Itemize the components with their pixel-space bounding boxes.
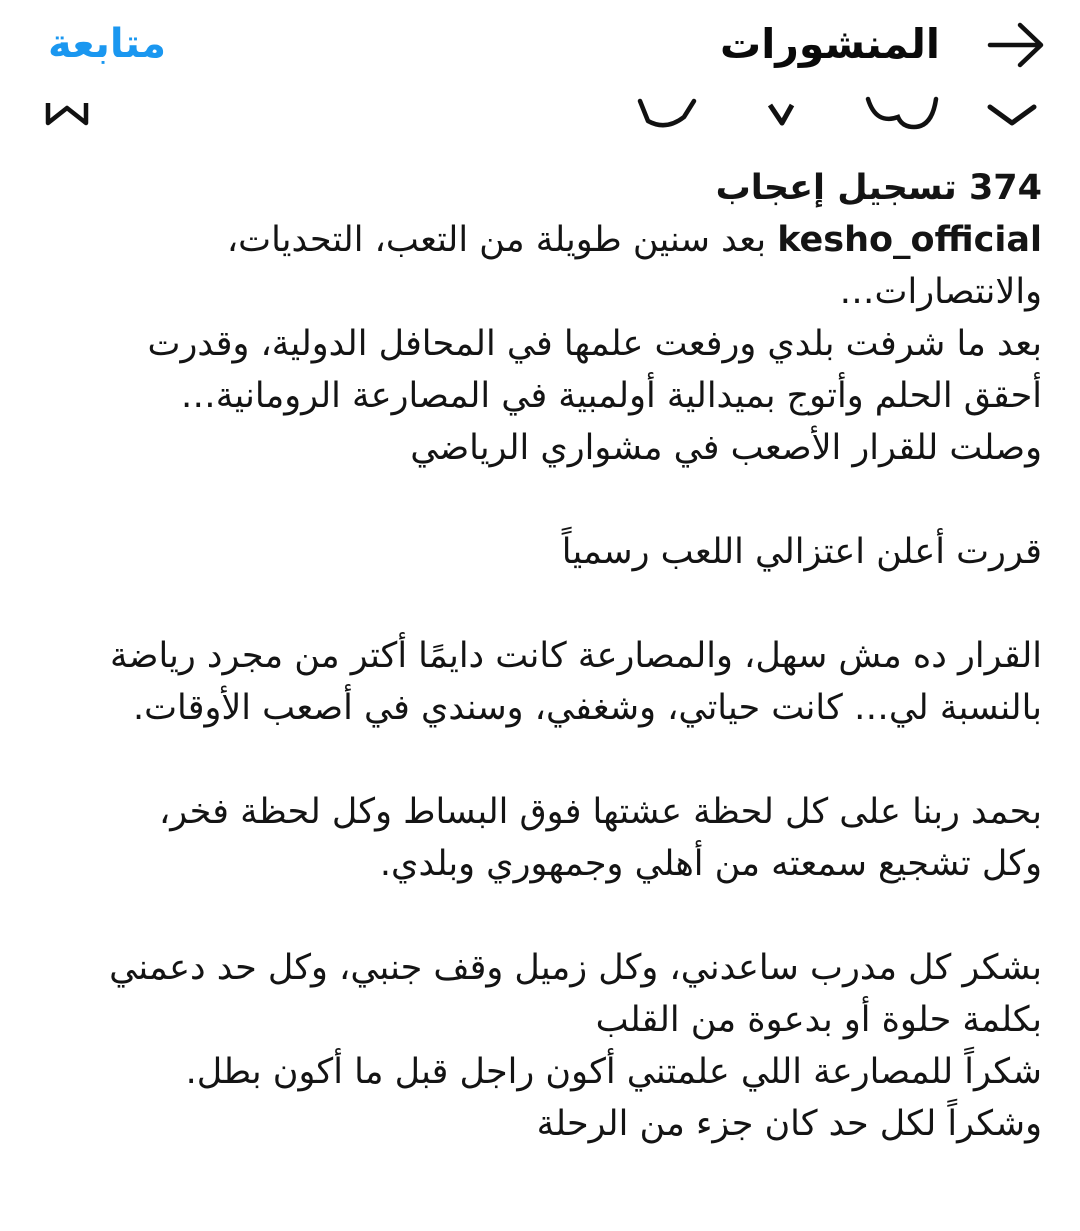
caption-text: بعد سنين طويلة من التعب، التحديات، والانتصارات… xyxy=(226,220,1042,312)
caption-first-line xyxy=(92,214,1042,318)
page-title: المنشورات xyxy=(720,20,940,68)
post-actions xyxy=(0,95,1080,140)
arrow-right-icon[interactable] xyxy=(986,20,1046,70)
caption-spacer xyxy=(92,474,1042,526)
caption-spacer xyxy=(92,578,1042,630)
top-bar xyxy=(0,0,1080,95)
caption-line: بشكر كل مدرب ساعدني، وكل زميل وقف جنبي، وكل حد دعمني بكلمة حلوة أو بدعوة من القلب xyxy=(109,948,1042,1040)
heart-icon[interactable] xyxy=(862,95,942,135)
post-caption xyxy=(92,162,1042,1150)
share-icon[interactable] xyxy=(632,95,702,135)
caption-spacer xyxy=(92,890,1042,942)
follow-button[interactable]: متابعة xyxy=(48,21,166,67)
caption-line: وصلت للقرار الأصعب في مشواري الرياضي xyxy=(410,428,1042,468)
likes-count[interactable]: 374 تسجيل إعجاب xyxy=(715,168,1042,208)
caption-line: وشكراً لكل حد كان جزء من الرحلة xyxy=(536,1104,1042,1144)
caption-line: بحمد ربنا على كل لحظة عشتها فوق البساط وكل لحظة فخر، وكل تشجيع سمعته من أهلي وجمهوري وبلدي. xyxy=(159,792,1042,884)
caption-line: بعد ما شرفت بلدي ورفعت علمها في المحافل الدولية، وقدرت أحقق الحلم وأتوج بميدالية أولمبية في المصارعة الرومانية… xyxy=(147,324,1042,416)
caption-line: قررت أعلن اعتزالي اللعب رسمياً xyxy=(561,532,1042,572)
caption-spacer xyxy=(92,734,1042,786)
chevron-down-icon[interactable] xyxy=(982,95,1042,135)
caption-line: القرار ده مش سهل، والمصارعة كانت دايمًا أكتر من مجرد رياضة بالنسبة لي… كانت حياتي، وشغفي، وسندي في أصعب الأوقات. xyxy=(110,636,1042,728)
comment-icon[interactable] xyxy=(762,95,802,135)
bookmark-icon[interactable] xyxy=(40,95,100,135)
caption-line: شكراً للمصارعة اللي علمتني أكون راجل قبل ما أكون بطل. xyxy=(185,1052,1042,1092)
username-link[interactable]: kesho_official xyxy=(777,220,1042,260)
